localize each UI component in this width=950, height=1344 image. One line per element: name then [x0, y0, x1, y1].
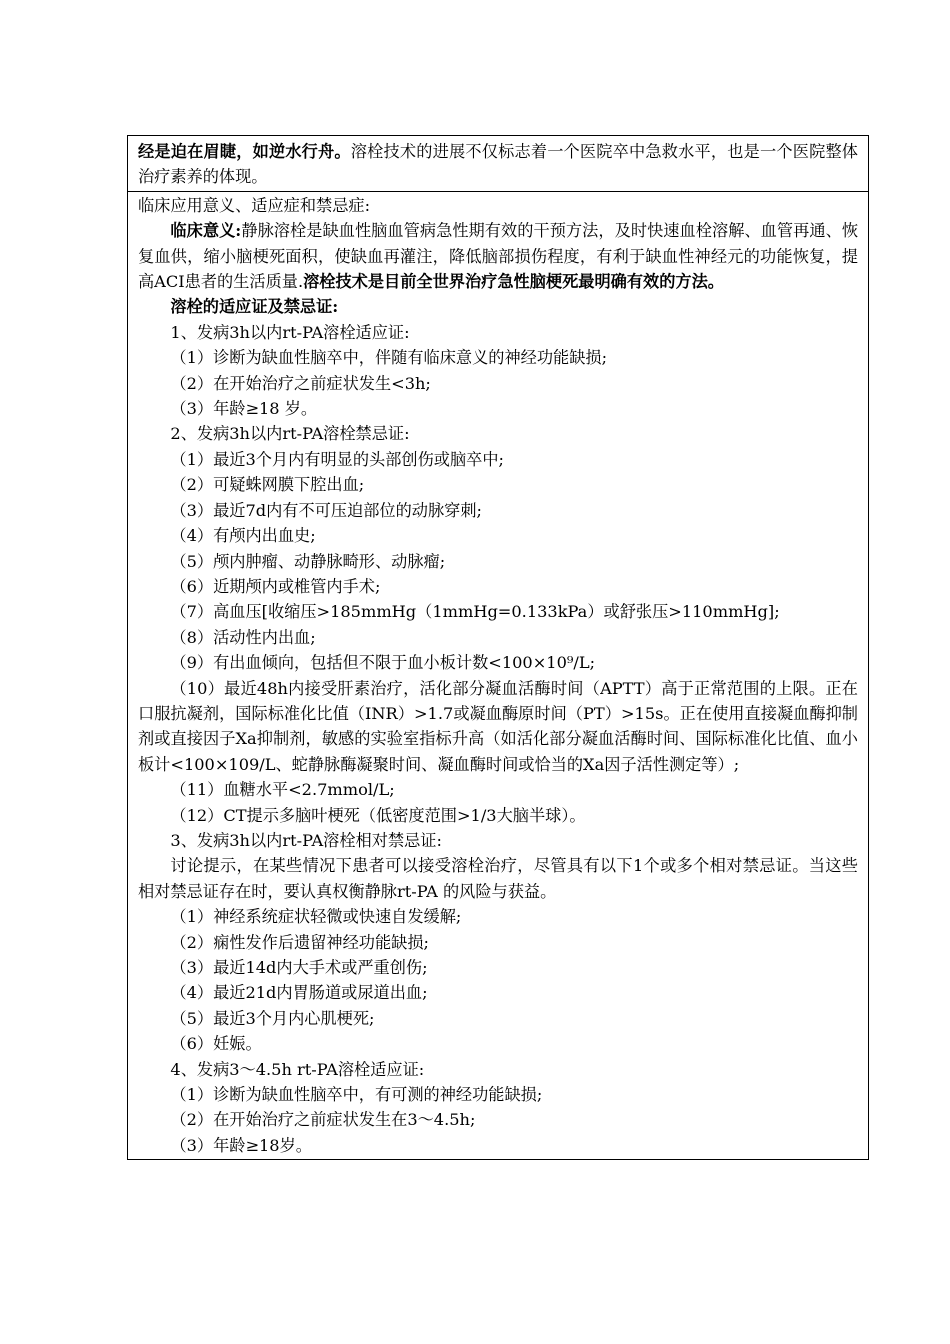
- section-2-title: 2、发病3h以内rt-PA溶栓禁忌证:: [170, 424, 410, 444]
- list-item: （1）诊断为缺血性脑卒中，伴随有临床意义的神经功能缺损;: [170, 348, 608, 368]
- list-item: （2）痫性发作后遗留神经功能缺损;: [170, 932, 429, 952]
- list-item: （4）最近21d内胃肠道或尿道出血;: [170, 983, 428, 1003]
- list-item: （8）活动性内出血;: [170, 627, 316, 647]
- table-cell-clinical: [128, 191, 868, 1159]
- discussion-paragraph: 讨论提示，在某些情况下患者可以接受溶栓治疗，尽管具有以下1个或多个相对禁忌证。当这些相对禁忌证存在时，要认真权衡静脉rt-PA 的风险与获益。: [138, 856, 858, 901]
- list-item: （2）在开始治疗之前症状发生<3h;: [170, 373, 431, 393]
- list-item: （1）最近3个月内有明显的头部创伤或脑卒中;: [170, 449, 505, 469]
- list-item: （3）年龄≥18岁。: [170, 1135, 312, 1155]
- list-item: （2）可疑蛛网膜下腔出血;: [170, 475, 365, 495]
- list-item: （12）CT提示多脑叶梗死（低密度范围>1/3大脑半球）。: [170, 805, 586, 825]
- significance-text: 静脉溶栓是缺血性脑血管病急性期有效的干预方法，及时快速血栓溶解、血管再通、恢复血供，缩小脑梗死面积，使缺血再灌注，降低脑部损伤程度，有利于缺血性神经元的功能恢复，提高ACI患者的生活质量.: [138, 221, 859, 292]
- intro-text: 溶栓技术的进展不仅标志着一个医院卒中急救水平，也是一个医院整体治疗素养的体现。: [138, 142, 858, 187]
- list-item: （4）有颅内出血史;: [170, 526, 316, 546]
- list-item: （1）神经系统症状轻微或快速自发缓解;: [170, 907, 462, 927]
- list-item: （7）高血压[收缩压>185mmHg（1mmHg=0.133kPa）或舒张压>110mmHg];: [170, 602, 780, 622]
- list-item: （3）最近14d内大手术或严重创伤;: [170, 958, 428, 977]
- document-table: [127, 135, 869, 1160]
- list-item: （5）最近3个月内心肌梗死;: [170, 1008, 375, 1028]
- list-item: （6）近期颅内或椎管内手术;: [170, 576, 381, 596]
- table-cell-intro: [128, 136, 868, 191]
- list-item: （3）最近7d内有不可压迫部位的动脉穿刺;: [170, 500, 482, 520]
- significance-paragraph: [138, 218, 858, 294]
- section-heading: 临床应用意义、适应症和禁忌症:: [138, 195, 371, 215]
- section-3-title: 3、发病3h以内rt-PA溶栓相对禁忌证:: [170, 830, 442, 850]
- list-item: （9）有出血倾向，包括但不限于血小板计数<100×10⁹/L;: [170, 653, 596, 673]
- indications-title: 溶栓的适应证及禁忌证:: [170, 297, 339, 317]
- list-item: （2）在开始治疗之前症状发生在3～4.5h;: [170, 1110, 476, 1130]
- list-item: （1）诊断为缺血性脑卒中，有可测的神经功能缺损;: [170, 1085, 543, 1105]
- list-item: （5）颅内肿瘤、动静脉畸形、动脉瘤;: [170, 551, 446, 571]
- intro-paragraph: [138, 139, 858, 190]
- list-item: （11）血糖水平<2.7mmol/L;: [170, 780, 395, 800]
- list-item: （6）妊娠。: [170, 1034, 262, 1054]
- significance-label: 临床意义:: [170, 221, 242, 241]
- significance-bold: 溶栓技术是目前全世界治疗急性脑梗死最明确有效的方法。: [303, 272, 724, 292]
- list-item: （3）年龄≥18 岁。: [170, 399, 318, 419]
- intro-bold-text: 经是迫在眉睫，如逆水行舟。: [138, 142, 351, 161]
- section-1-title: 1、发病3h以内rt-PA溶栓适应证:: [170, 322, 410, 342]
- list-item-long: （10）最近48h内接受肝素治疗，活化部分凝血活酶时间（APTT）高于正常范围的上限。正在口服抗凝剂，国际标准化比值（INR）>1.7或凝血酶原时间（PT）>15s。正在使用直接凝血酶抑制剂或直接因子Xa抑制剂，敏感的实验室指标升高（如活化部分凝血活酶时间、国际标准化比值、血小板计<100×109/L、蛇静脉酶凝聚时间、凝血酶时间或恰当的Xa因子活性测定等）;: [138, 678, 858, 774]
- section-4-title: 4、发病3～4.5h rt-PA溶栓适应证:: [170, 1059, 425, 1079]
